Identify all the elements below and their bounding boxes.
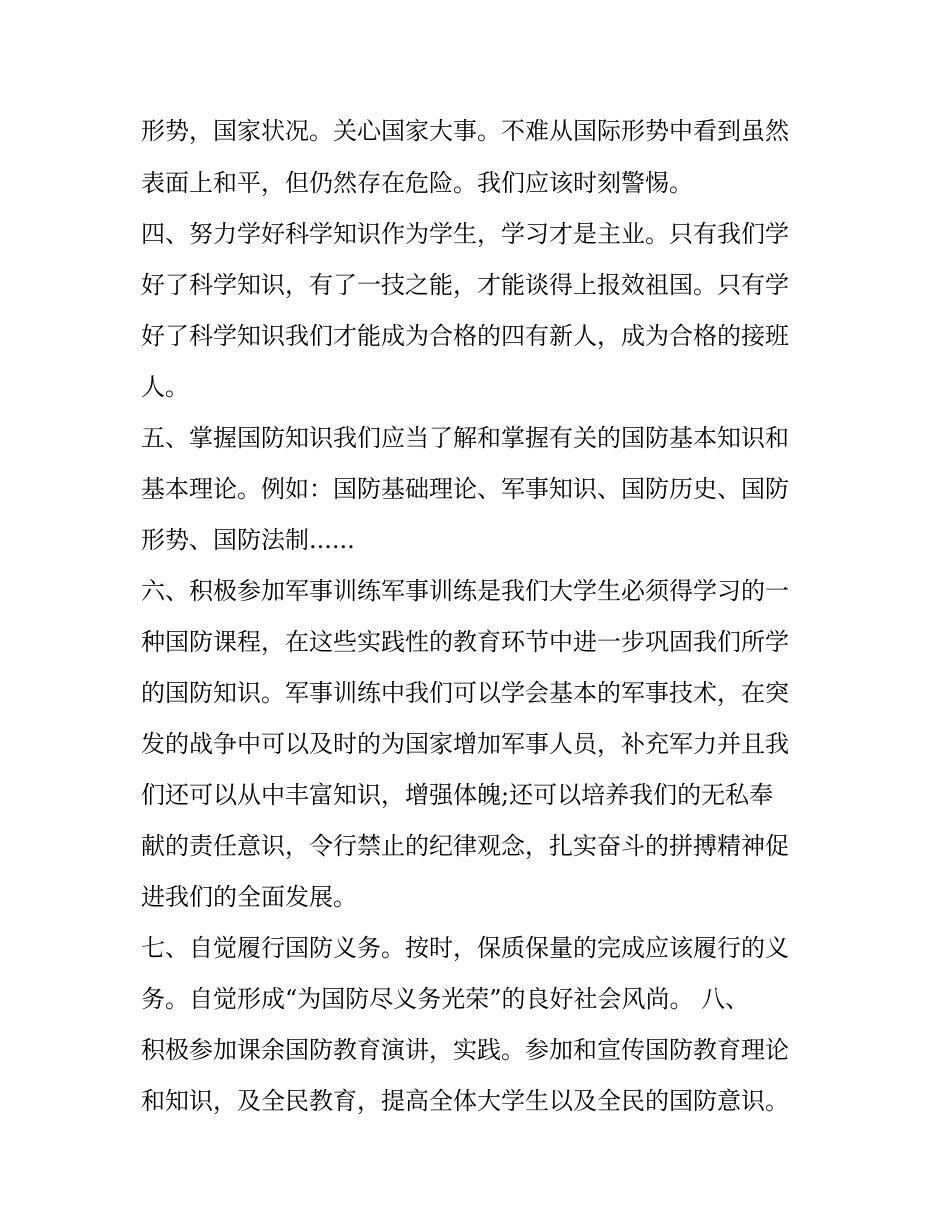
text-line: 五、掌握国防知识我们应当了解和掌握有关的国防基本知识和 <box>141 424 789 452</box>
text-line: 们还可以从中丰富知识，增强体魄;还可以培养我们的无私奉 <box>141 781 774 809</box>
text-line: 好了科学知识我们才能成为合格的四有新人，成为合格的接班 <box>141 322 789 350</box>
text-line: 的国防知识。军事训练中我们可以学会基本的军事技术，在突 <box>141 679 789 707</box>
text-line: 四、努力学好科学知识作为学生，学习才是主业。只有我们学 <box>141 220 789 248</box>
text-line: 六、积极参加军事训练军事训练是我们大学生必须得学习的一 <box>141 577 789 605</box>
text-line: 和知识，及全民教育，提高全体大学生以及全民的国防意识。 <box>141 1087 789 1115</box>
text-line: 种国防课程，在这些实践性的教育环节中进一步巩固我们所学 <box>141 628 789 656</box>
text-line: 好了科学知识，有了一技之能，才能谈得上报效祖国。只有学 <box>141 271 789 299</box>
text-line: 人。 <box>141 373 189 401</box>
text-line: 务。自觉形成“为国防尽义务光荣”的良好社会风尚。 八、 <box>141 985 750 1013</box>
text-line: 进我们的全面发展。 <box>141 883 357 911</box>
text-line: 表面上和平，但仍然存在危险。我们应该时刻警惕。 <box>141 169 693 197</box>
text-line: 形势，国家状况。关心国家大事。不难从国际形势中看到虽然 <box>141 117 789 145</box>
text-line: 基本理论。例如：国防基础理论、军事知识、国防历史、国防 <box>141 475 789 503</box>
text-line: 七、自觉履行国防义务。按时，保质保量的完成应该履行的义 <box>141 934 789 962</box>
text-line: 积极参加课余国防教育演讲，实践。参加和宣传国防教育理论 <box>141 1036 789 1064</box>
text-line: 献的责任意识，令行禁止的纪律观念，扎实奋斗的拼搏精神促 <box>141 832 789 860</box>
text-line: 发的战争中可以及时的为国家增加军事人员，补充军力并且我 <box>141 730 789 758</box>
text-line: 形势、国防法制...... <box>141 526 355 554</box>
